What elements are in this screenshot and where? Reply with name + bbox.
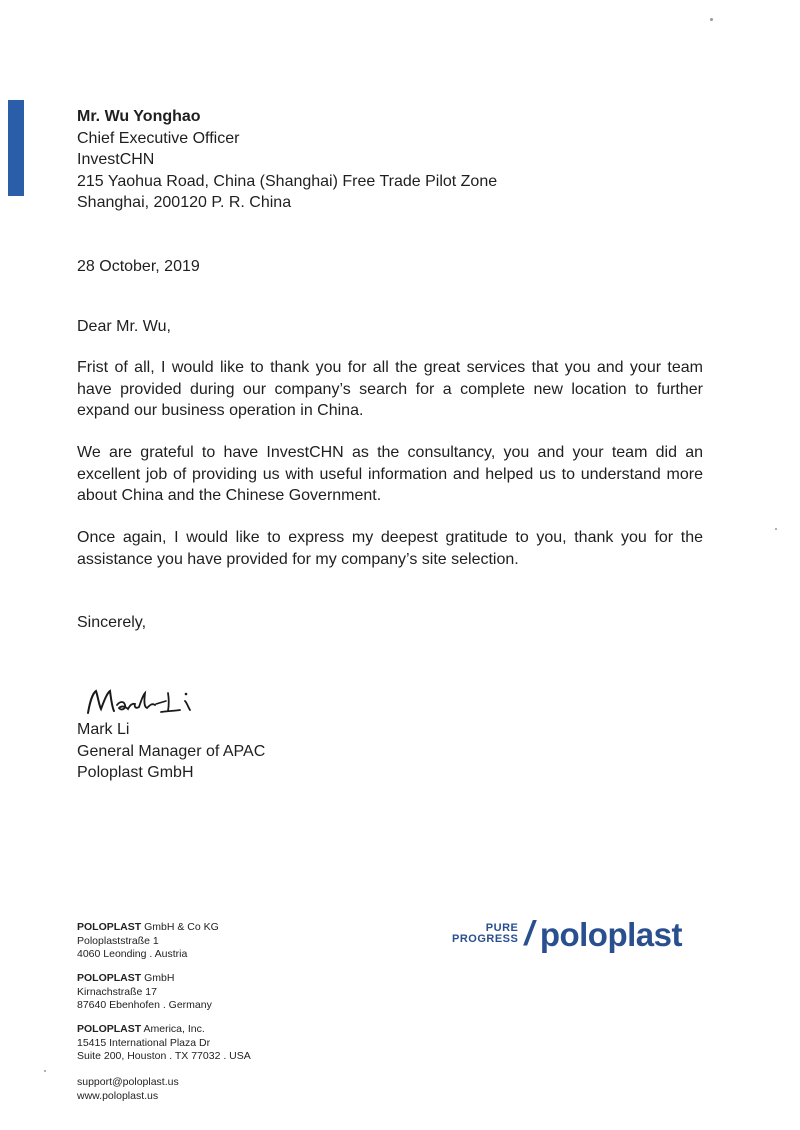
scan-speck <box>710 18 713 21</box>
signature-image <box>84 683 214 719</box>
signer-company: Poloplast GmbH <box>77 764 194 781</box>
signer-title: General Manager of APAC <box>77 742 266 760</box>
footer-contact <box>77 1076 179 1103</box>
closing: Sincerely, <box>77 614 147 631</box>
footer-street: Poloplaststraße 1 <box>77 934 159 947</box>
footer-address-germany <box>77 972 212 1013</box>
salutation: Dear Mr. Wu, <box>77 318 171 335</box>
footer-company-bold: POLOPLAST <box>77 1023 142 1035</box>
footer-company-bold: POLOPLAST <box>77 972 142 984</box>
recipient-name: Mr. Wu Yonghao <box>77 108 201 125</box>
logo-brand-name: poloplast <box>539 915 682 953</box>
footer-company-suffix: GmbH <box>141 972 175 984</box>
footer-address-usa <box>77 1023 251 1064</box>
footer-website-link[interactable]: www.poloplast.us <box>77 1089 159 1102</box>
body-paragraph-3: Once again, I would like to express my deepest gratitude to you, thank you for the assistance you have provided for my company’s site selection. <box>77 529 703 568</box>
scan-speck <box>44 1070 46 1072</box>
recipient-address-line2: Shanghai, 200120 P. R. China <box>77 194 292 211</box>
signer-block <box>77 719 265 784</box>
footer-city: 4060 Leonding . Austria <box>77 948 188 960</box>
poloplast-logo <box>452 914 682 954</box>
footer-company-bold: POLOPLAST <box>77 921 142 933</box>
footer-address-austria <box>77 921 219 962</box>
recipient-title: Chief Executive Officer <box>77 129 240 147</box>
footer-street: Kirnachstraße 17 <box>77 985 157 998</box>
logo-tagline <box>452 923 518 945</box>
recipient-address-line1: 215 Yaohua Road, China (Shanghai) Free Trade Pilot Zone <box>77 172 498 190</box>
footer-company-suffix: GmbH & Co KG <box>141 921 219 933</box>
footer-email-link[interactable]: support@poloplast.us <box>77 1076 179 1088</box>
logo-slash: / <box>524 915 534 953</box>
body-paragraph-1: Frist of all, I would like to thank you for all the great services that you and your team have provided during our company’s search for a complete new location to further expand our business operation in China. <box>77 359 703 419</box>
scan-speck <box>775 528 777 530</box>
edge-marker-bar <box>8 100 24 196</box>
footer-street: 15415 International Plaza Dr <box>77 1036 211 1049</box>
handwritten-signature <box>84 683 214 724</box>
letter-date: 28 October, 2019 <box>77 258 200 275</box>
recipient-address-block <box>77 106 497 214</box>
logo-tagline-line1: PURE <box>485 922 519 934</box>
logo-tagline-line2: PROGRESS <box>452 933 519 945</box>
footer-city: 87640 Ebenhofen . Germany <box>77 999 212 1011</box>
recipient-company: InvestCHN <box>77 151 155 168</box>
footer-city: Suite 200, Houston . TX 77032 . USA <box>77 1050 251 1062</box>
signer-name: Mark Li <box>77 721 130 738</box>
footer-company-suffix: America, Inc. <box>141 1023 205 1035</box>
body-paragraph-2: We are grateful to have InvestCHN as the consultancy, you and your team did an excellent job of providing us with useful information and helped us to understand more about China and the Chinese Government. <box>77 444 703 504</box>
